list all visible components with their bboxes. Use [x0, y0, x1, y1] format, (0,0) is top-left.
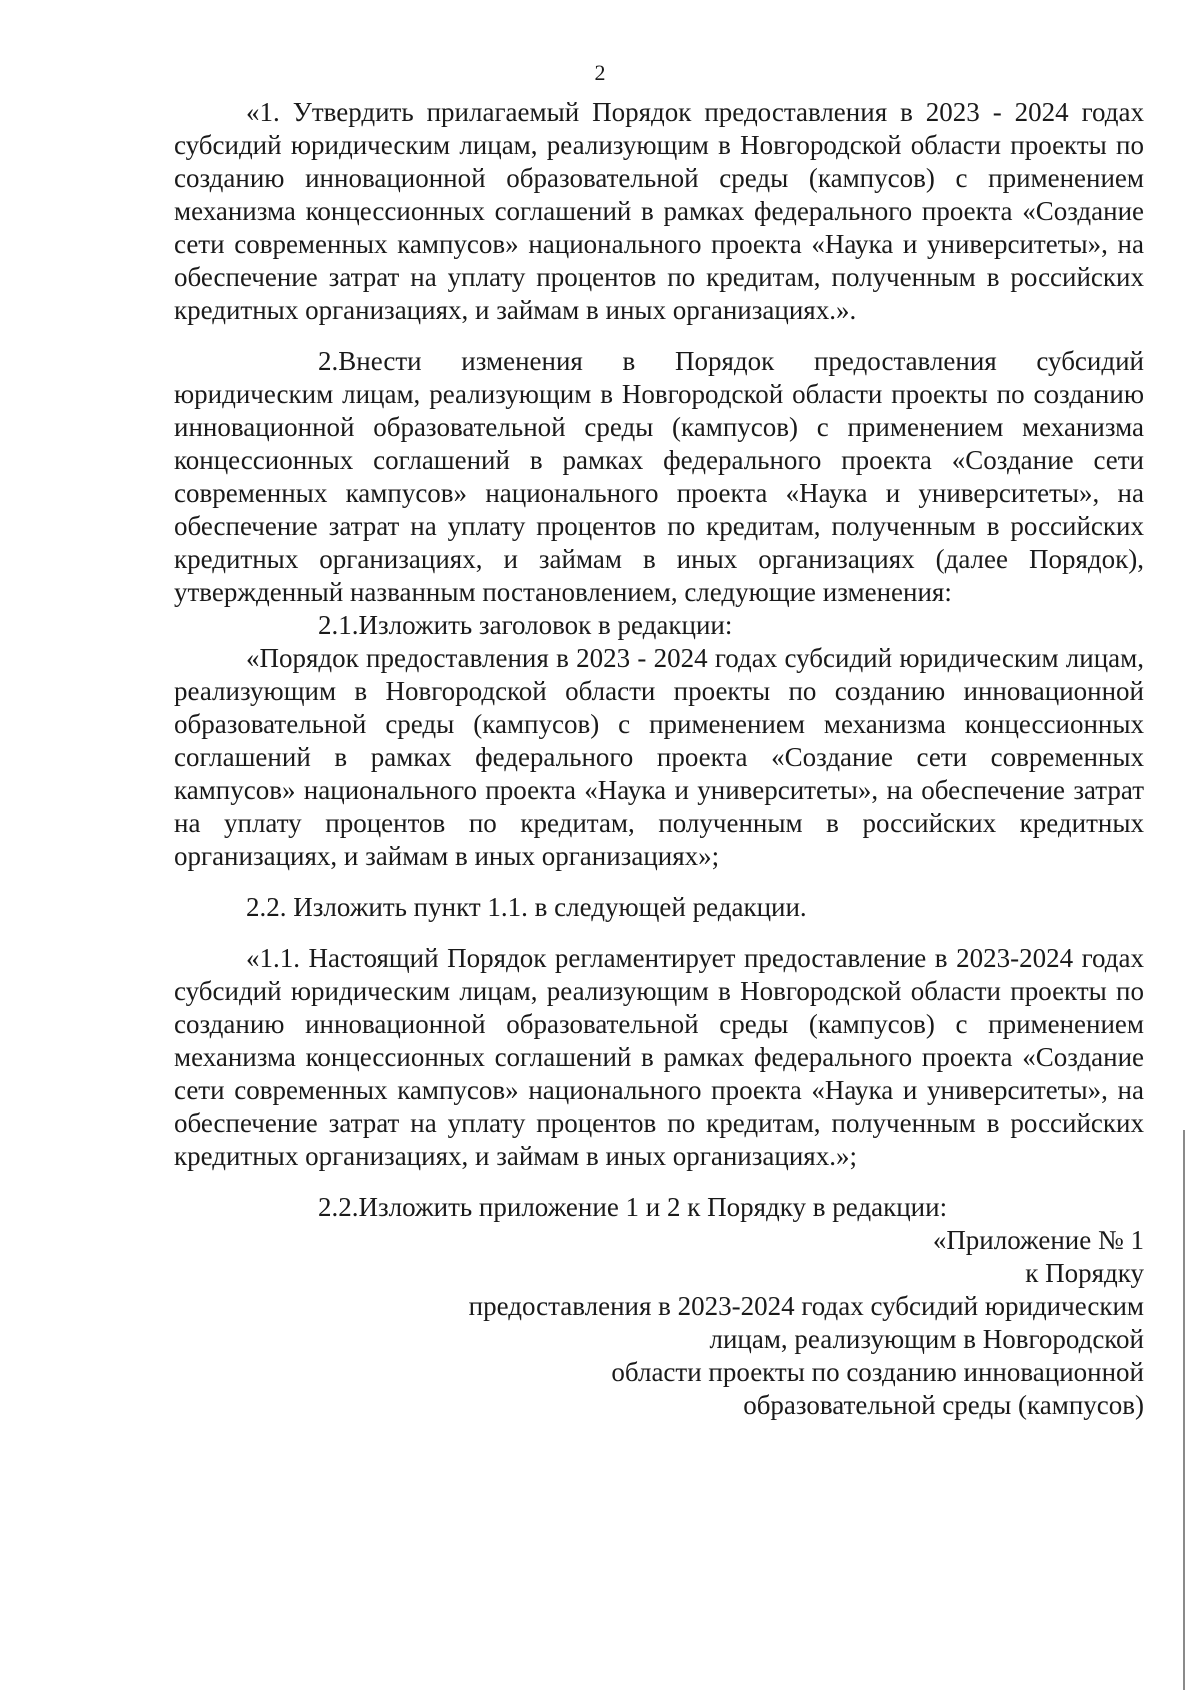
paragraph-2-2-second-number: 2.2. — [318, 1192, 359, 1222]
appendix-line: области проекты по созданию инновационной — [611, 1357, 1144, 1387]
paragraph-1: «1. Утвердить прилагаемый Порядок предоставления в 2023 - 2024 годах субсидий юридическим лицам, реализующим в Новгородской области проекты по созданию инновационной образовательной среды (кампусов) с применением механизма концессионных соглашений в рамках федерального проекта «Создание сети современных кампусов» национального проекта «Наука и университеты», на обеспечение затрат на уплату процентов по кредитам, полученным в российских кредитных организациях, и займам в иных организациях.». — [174, 97, 1144, 325]
paragraph-2-2-first: 2.2. Изложить пункт 1.1. в следующей редакции. — [246, 892, 807, 922]
scan-edge-line — [1183, 1130, 1185, 1690]
paragraph-2-1-text: Изложить заголовок в редакции: — [358, 610, 733, 640]
appendix-line: лицам, реализующим в Новгородской — [709, 1324, 1144, 1354]
appendix-line: предоставления в 2023-2024 годах субсидий юридическим — [468, 1291, 1144, 1321]
document-body — [174, 96, 1144, 1422]
appendix-header — [174, 1224, 1144, 1422]
paragraph-2-2-second-text: Изложить приложение 1 и 2 к Порядку в редакции: — [358, 1192, 948, 1222]
paragraph-2-number: 2. — [318, 346, 339, 376]
page-number: 2 — [594, 60, 606, 85]
appendix-line: «Приложение № 1 — [932, 1225, 1144, 1255]
paragraph-1-1-quote: «1.1. Настоящий Порядок регламентирует предоставление в 2023-2024 годах субсидий юридическим лицам, реализующим в Новгородской области проекты по созданию инновационной образовательной среды (кампусов) с применением механизма концессионных соглашений в рамках федерального проекта «Создание сети современных кампусов» национального проекта «Наука и университеты», на обеспечение затрат на уплату процентов по кредитам, полученным в российских кредитных организациях, и займам в иных организациях.»; — [174, 943, 1144, 1171]
paragraph-2-text: Внести изменения в Порядок предоставления субсидий юридическим лицам, реализующим в Новгородской области проекты по созданию инновационной образовательной среды (кампусов) с применением механизма концессионных соглашений в рамках федерального проекта «Создание сети современных кампусов» национального проекта «Наука и университеты», на обеспечение затрат на уплату процентов по кредитам, полученным в российских кредитных организациях, и займам в иных организациях (далее Порядок), утвержденный названным постановлением, следующие изменения: — [174, 346, 1144, 607]
paragraph-2-1-number: 2.1. — [318, 610, 359, 640]
paragraph-2 — [174, 345, 1144, 609]
paragraph-2-2-second — [174, 1191, 1144, 1224]
appendix-line: к Порядку — [1025, 1258, 1144, 1288]
paragraph-2-1-quote: «Порядок предоставления в 2023 - 2024 годах субсидий юридическим лицам, реализующим в Новгородской области проекты по созданию инновационной образовательной среды (кампусов) с применением механизма концессионных соглашений в рамках федерального проекта «Создание сети современных кампусов» национального проекта «Наука и университеты», на обеспечение затрат на уплату процентов по кредитам, полученным в российских кредитных организациях, и займам в иных организациях»; — [174, 643, 1144, 871]
appendix-line: образовательной среды (кампусов) — [743, 1390, 1144, 1420]
paragraph-2-1 — [174, 609, 1144, 642]
